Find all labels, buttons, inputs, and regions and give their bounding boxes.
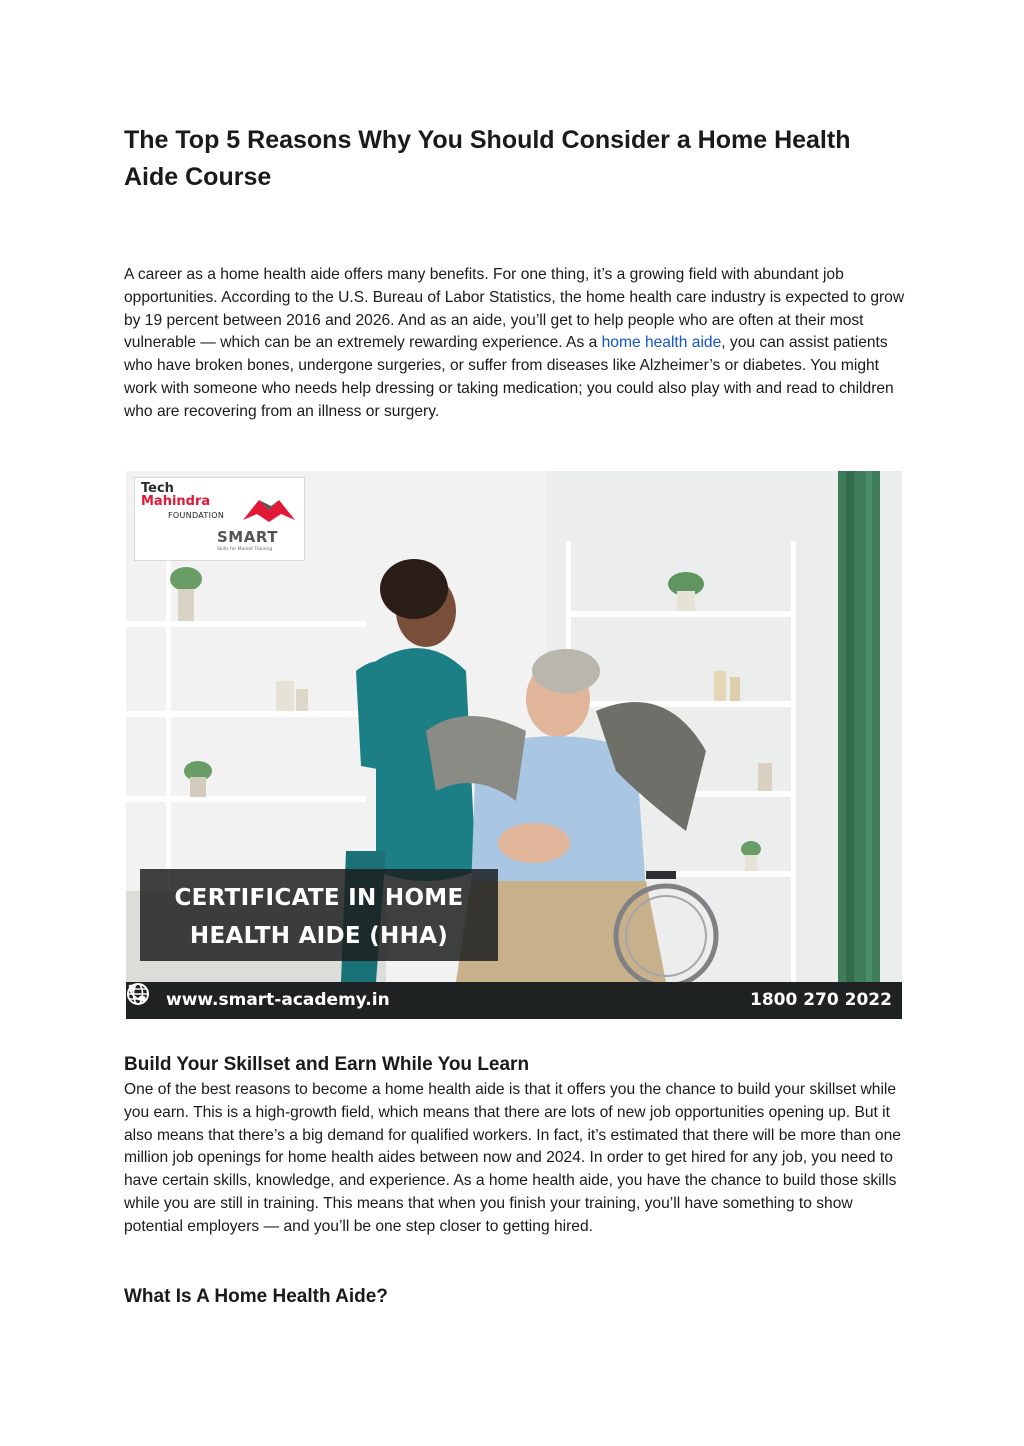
logo-tagline-text: Skills for Market Training — [217, 547, 273, 552]
section-heading-what-is-hha: What Is A Home Health Aide? — [124, 1286, 388, 1307]
website-url: www.smart-academy.in — [166, 990, 390, 1010]
phone-icon — [126, 982, 148, 1004]
intro-text-after-link: , you can assist patients who have broken bones, undergone surgeries, or suffer from diseases like Alzheimer’s or diabetes. You might work with someone who needs help dressing or taking medication; you could also play with and read to children who are recovering from an illness or surgery. — [124, 334, 894, 420]
smart-logo-mark-icon — [241, 494, 297, 524]
certificate-line-1: CERTIFICATE IN HOME — [174, 885, 464, 911]
certificate-line-2: HEALTH AIDE (HHA) — [189, 923, 449, 949]
logo-foundation-text: FOUNDATION — [168, 511, 225, 520]
section-body-build-skillset: One of the best reasons to become a home health aide is that it offers you the chance to build your skillset while you earn. This is a high-growth field, which means that there are lots of new job opportunities opening up. But it also means that there’s a big demand for qualified workers. In fact, it’s estimated that there will be more than one million job openings for home health aides between now and 2024. In order to get hired for any job, you need to have certain skills, knowledge, and experience. As a home health aide, you have the chance to build those skills while you are still in training. This means that when you finish your training, you’ll have something to show potential employers — and you’ll be one step closer to getting hired. — [124, 1081, 901, 1235]
logo-smart-text: SMART — [217, 528, 278, 546]
banner-contact-bar — [126, 982, 902, 1019]
phone-number: 1800 270 2022 — [750, 990, 892, 1010]
intro-paragraph — [124, 264, 909, 424]
certificate-title-box — [140, 869, 498, 961]
course-banner-image — [126, 471, 902, 1019]
tech-mahindra-smart-logo — [134, 477, 305, 561]
intro-text-before-link: A career as a home health aide offers many benefits. For one thing, it’s a growing field with abundant job opportunities. According to the U.S. Bureau of Labor Statistics, the home health care industry is expected to grow by 19 percent between 2016 and 2026. And as an aide, you’ll get to help people who are often at their most vulnerable — which can be an extremely rewarding experience. As a — [124, 266, 905, 352]
section-heading-build-skillset: Build Your Skillset and Earn While You Learn — [124, 1054, 530, 1075]
home-health-aide-link[interactable]: home health aide — [601, 334, 722, 352]
article-title: The Top 5 Reasons Why You Should Consider a Home Health Aide Course — [124, 126, 851, 191]
logo-mahindra-text: Mahindra — [141, 494, 211, 509]
logo-tech-text: Tech — [141, 481, 174, 496]
